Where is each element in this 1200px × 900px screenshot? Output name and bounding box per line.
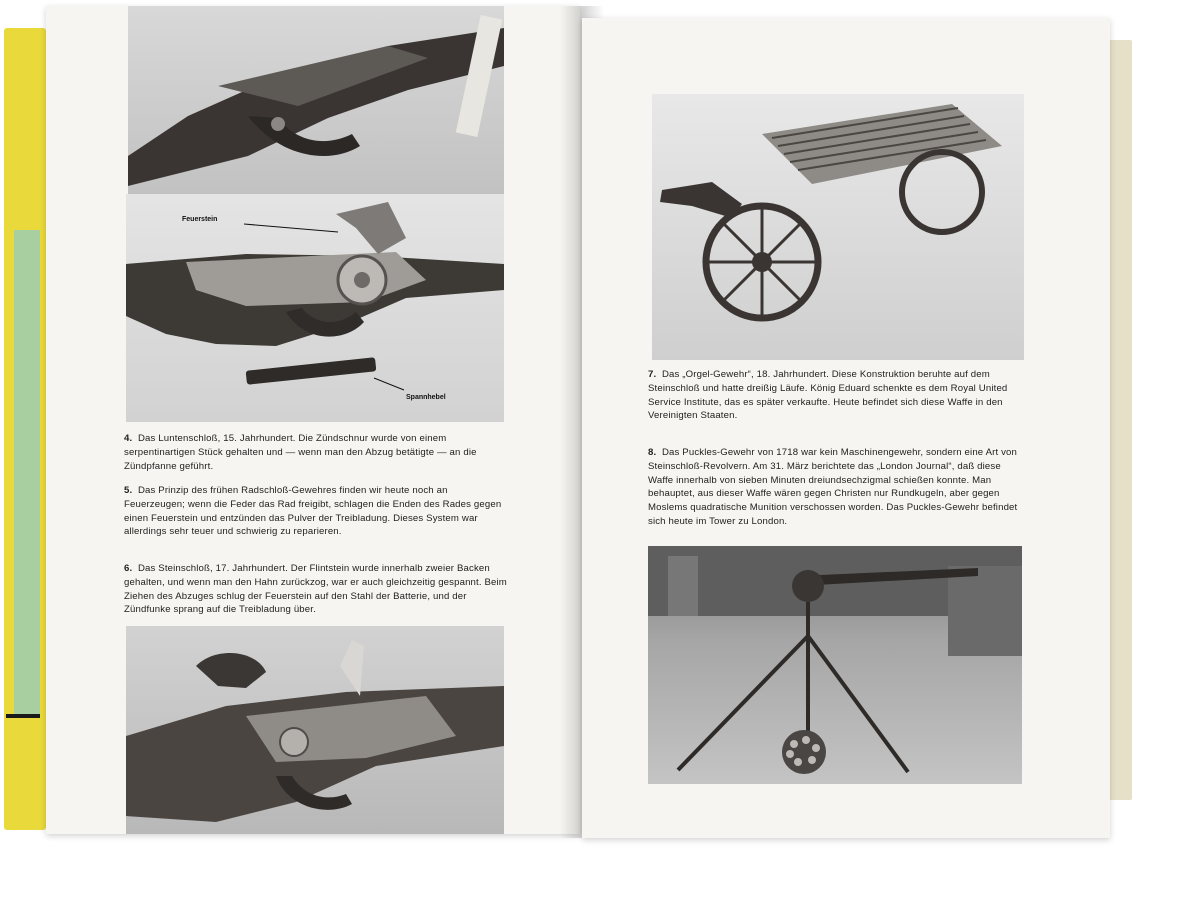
caption-text: Das Luntenschloß, 15. Jahrhundert. Die Zündschnur wurde von einem serpentinartigen Stück gehalten und — wenn man den Abzug betätigte — an die Zündpfanne geführt. bbox=[124, 433, 477, 472]
caption-text: Das „Orgel-Gewehr“, 18. Jahrhundert. Diese Konstruktion beruhte auf dem Steinschloß und hatte dreißig Läufe. König Eduard schenkte es dem Royal United Service Institute, das es später verkaufte. Heute befindet sich diese Waffe in den Vereinigten Staaten. bbox=[648, 369, 1008, 422]
caption-text: Das Steinschloß, 17. Jahrhundert. Der Flintstein wurde innerhalb zweier Backen gehalten, und wenn man den Hahn zurückzog, war er auch gleichzeitig gespannt. Beim Ziehen des Abzuges schlug der Feuerstein auf den Stahl der Batterie, und der Zündfunke sprang auf die Treibladung über. bbox=[124, 563, 507, 616]
caption-number: 7. bbox=[648, 369, 657, 380]
label-feuerstein: Feuerstein bbox=[182, 216, 218, 223]
caption-number: 8. bbox=[648, 447, 657, 458]
caption-text: Das Prinzip des frühen Radschloß-Gewehres finden wir heute noch an Feuerzeugen; wenn die Feder das Rad freigibt, schlagen die Enden des Rades gegen einen Feuerstein und entzünden das Pulver der Treibladung. Dieses System war allerdings sehr teuer und schwierig zu reparieren. bbox=[124, 485, 502, 538]
caption-8 bbox=[648, 446, 1028, 529]
left-page bbox=[46, 6, 580, 834]
book-spine-green bbox=[14, 230, 40, 716]
caption-6 bbox=[124, 562, 510, 617]
caption-number: 4. bbox=[124, 433, 133, 444]
photo-flintlock bbox=[126, 626, 504, 834]
caption-number: 6. bbox=[124, 563, 133, 574]
caption-5 bbox=[124, 484, 510, 539]
photo-wheellock bbox=[126, 194, 504, 422]
label-spannhebel: Spannhebel bbox=[406, 394, 446, 401]
photo-puckle-gun bbox=[648, 546, 1022, 784]
caption-text: Das Puckles-Gewehr von 1718 war kein Maschinengewehr, sondern eine Art von Steinschloß-Revolvern. Am 31. März berichtete das „London Journal“, daß diese Waffe innerhalb von sieben Minuten dreiundsechzigmal schießen konnte. Man behauptet, aus dieser Waffe wären gegen Christen nur Rundkugeln, aber gegen Moslems quadratische Munition verschossen worden. Das Puckles-Gewehr befindet sich heute im Tower zu London. bbox=[648, 447, 1018, 527]
photo-matchlock bbox=[128, 6, 504, 194]
photo-orgel-gewehr bbox=[652, 94, 1024, 360]
caption-4 bbox=[124, 432, 510, 473]
spine-stripe bbox=[6, 714, 40, 718]
caption-number: 5. bbox=[124, 485, 133, 496]
right-page bbox=[582, 18, 1110, 838]
caption-7 bbox=[648, 368, 1028, 423]
